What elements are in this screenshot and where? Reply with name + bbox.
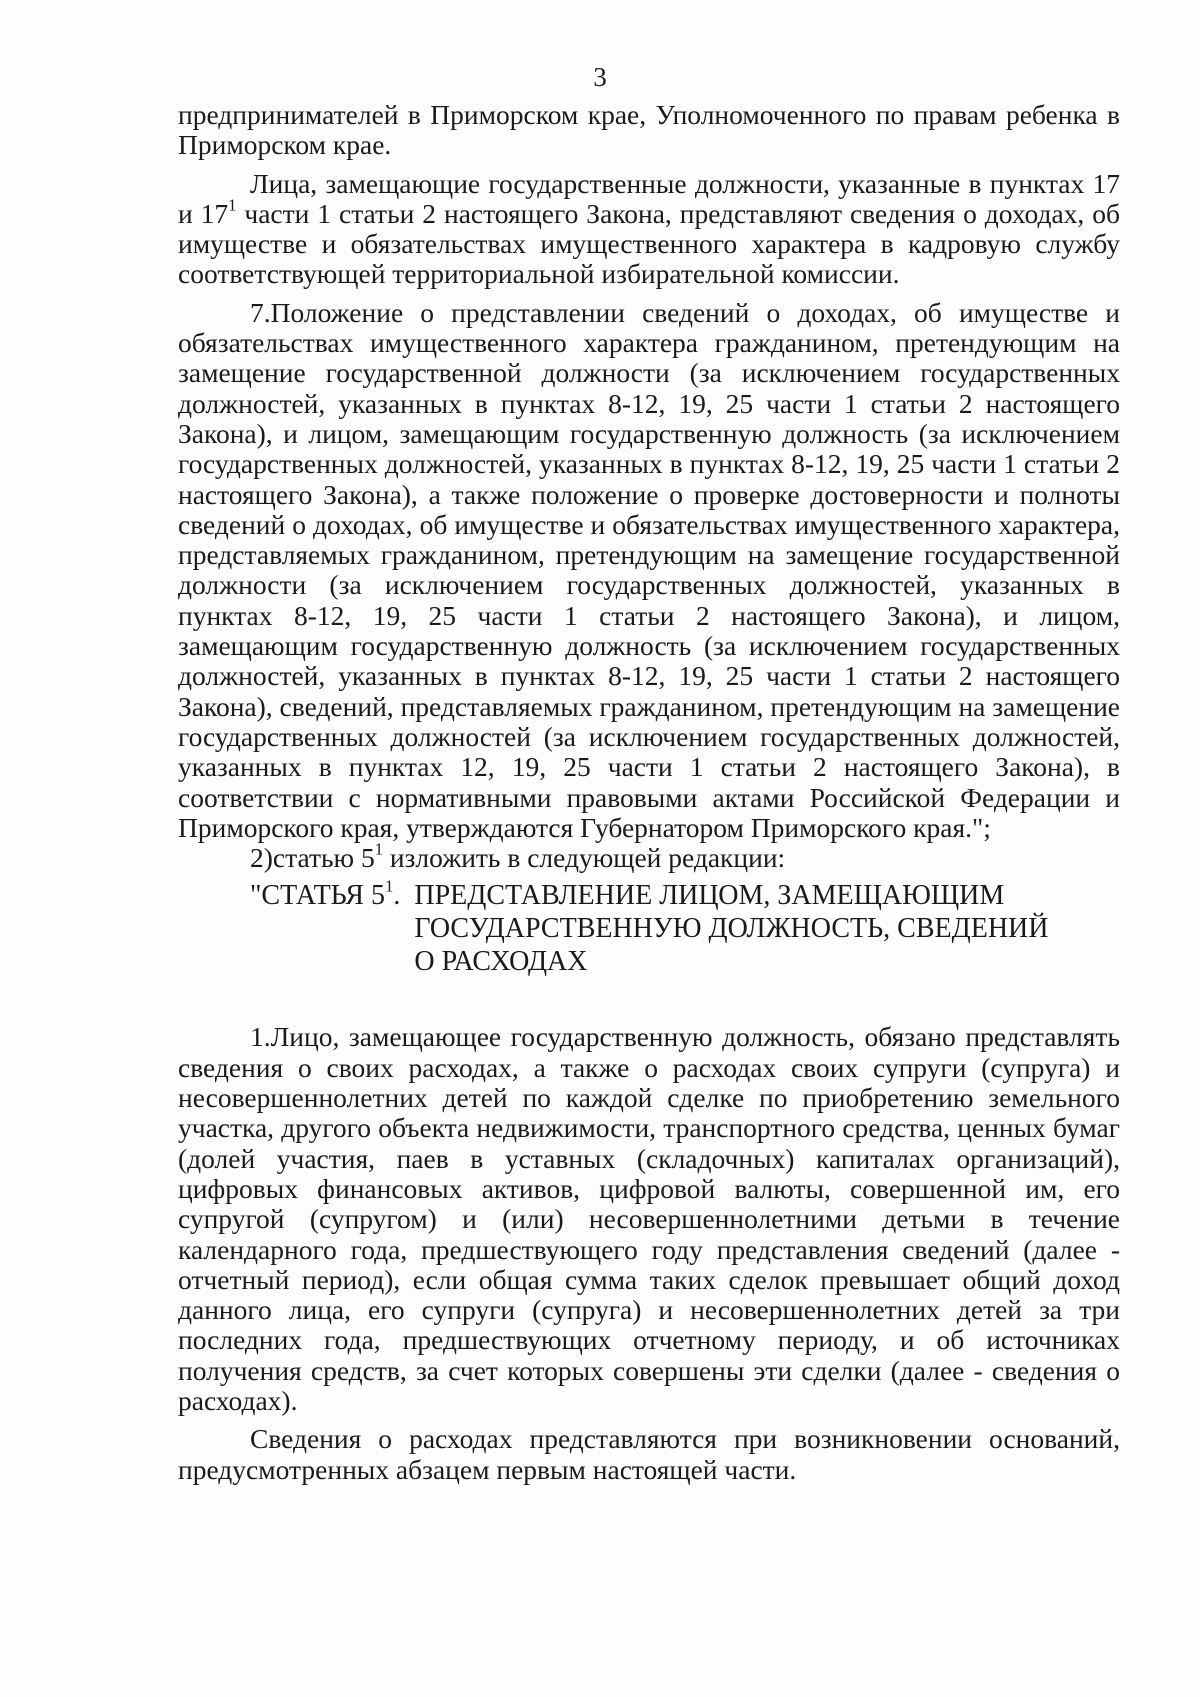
paragraph-item-7: 7.Положение о представлении сведений о доходах, об имуществе и обязательствах имущественного характера гражданином, претендующим на замещение государственной должности (за исключением государственных должностей, указанных в пунктах 8-12, 19, 25 части 1 статьи 2 настоящего Закона), и лицом, замещающим государственную должность (за исключением государственных должностей, указанных в пунктах 8-12, 19, 25 части 1 статьи 2 настоящего Закона), а также положение о проверке достоверности и полноты сведений о доходах, об имуществе и обязательствах имущественного характера, представляемых гражданином, претендующим на замещение государственной должности (за исключением государственных должностей, указанных в пунктах 8-12, 19, 25 части 1 статьи 2 настоящего Закона), и лицом, замещающим государственную должность (за исключением государственных должностей, указанных в пунктах 8-12, 19, 25 части 1 статьи 2 настоящего Закона), сведений, представляемых гражданином, претендующим на замещение государственных должностей (за исключением государственных должностей, указанных в пунктах 12, 19, 25 части 1 статьи 2 настоящего Закона), в соответствии с нормативными правовыми актами Российской Федерации и Приморского края, утверждаются Губернатором Приморского края."; [178,296,1120,843]
paragraph-item-2 [178,839,1120,874]
paragraph-item-2-text-a: 2)статью 5 [250,842,375,874]
paragraph-expenses-submission: Сведения о расходах представляются при возникновении оснований, предусмотренных абзацем первым настоящей части. [178,1423,1120,1485]
superscript: 1 [384,876,394,896]
article-label-text: "СТАТЬЯ 5 [250,880,385,912]
paragraph-persons [178,169,1120,290]
article-label [250,876,414,978]
paragraph-continuation: предпринимателей в Приморском крае, Уполномоченного по правам ребенка в Приморском крае. [178,99,1120,161]
paragraph-article-part-1: 1.Лицо, замещающее государственную должность, обязано представлять сведения о своих расходах, а также о расходах своих супруги (супруга) и несовершеннолетних детей по каждой сделке по приобретению земельного участка, другого объекта недвижимости, транспортного средства, ценных бумаг (долей участия, паев в уставных (складочных) капиталах организаций), цифровых финансовых активов, цифровой валюты, совершенной им, его супругой (супругом) и (или) несовершеннолетними детьми в течение календарного года, предшествующего году представления сведений (далее - отчетный период), если общая сумма таких сделок превышает общий доход данного лица, его супруги (супруга) и несовершеннолетних детей за три последних года, предшествующих отчетному периоду, и об источниках получения средств, за счет которых совершены эти сделки (далее - сведения о расходах). [178,1021,1120,1416]
paragraph-persons-text-a: Лица, замещающие государственные должности, указанные в пунктах 17 и 17 [178,167,1120,229]
paragraph-item-2-text-b: изложить в следующей редакции: [382,842,786,874]
page-number: 3 [593,62,607,92]
document-body [178,100,1120,1485]
paragraph-persons-text-b: части 1 статьи 2 настоящего Закона, представляют сведения о доходах, об имуществе и обязательствах имущественного характера в кадровую службу соответствующей территориальной избирательной комиссии. [178,197,1120,290]
article-title: ПРЕДСТАВЛЕНИЕ ЛИЦОМ, ЗАМЕЩАЮЩИМ ГОСУДАРСТВЕННУЮ ДОЛЖНОСТЬ, СВЕДЕНИЙ О РАСХОДАХ [414,880,1049,978]
superscript: 1 [228,195,237,215]
article-heading [250,876,1120,978]
article-label-suffix: . [393,880,401,912]
superscript: 1 [374,839,383,859]
